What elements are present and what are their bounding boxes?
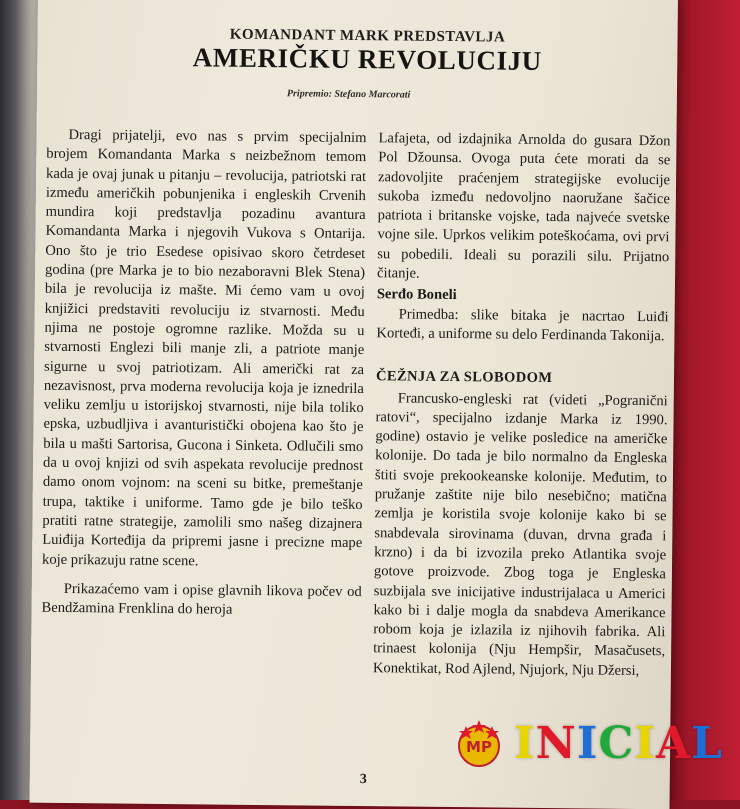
book-page [30,0,678,809]
watermark-logo [452,712,722,782]
paragraph-note: Primedba: slike bitaka je nacrtao Luiđi Korteđi, a uniforme su delo Ferdinanda Takonija. [376,306,669,345]
text-column-right [373,129,671,681]
star-badge-icon [452,716,506,770]
watermark-letter: C [598,718,635,769]
paragraph-characters: Prikazaćemo vam i opise glavnih likova počev od Bendžamina Frenklina do heroja [41,580,362,618]
article-title: AMERIČKU REVOLUCIJU [192,42,543,76]
editor-signature: Serđo Boneli [376,286,457,304]
watermark-letter: L [691,718,724,769]
page-number: 3 [359,772,367,788]
section-heading: ČEŽNJA ZA SLOBODOM [375,368,553,387]
badge-text: MP [466,738,492,756]
paragraph-intro: Dragi prijatelji, evo nas s prvim specijalnim brojem Komandanta Marka s neizbežnom temom kada je ovaj junak u pitanju – revolucija, patriotski rat između američkih pobunjenika i engleskih Crvenih mundira koji predstavlja pozadinu avantura Komandanta Marka i njegovih Vukova s Ontarija. Ono što je trio Esedese opisivao skoro četrdeset godina (pre Marka je to bio nezaboravni Blek Stena) bila je revolucija iz mašte. Mi ćemo vam u ovoj knjižici predstaviti revoluciju iz stvarnosti. Među njima ne postoje ogromne razlike. Možda su u stvarnosti Englezi bili manje zli, a patriote manje sigurne u svoj patriotizam. Ali američki rat za nezavisnost, prva moderna revolucija koja je iznedrila veliku zemlju u istorijskoj stvarnosti, nije bila toliko epska, uzbudljiva i avanturistički obojena kao što je bila u mašti Sartorisa, Gucona i Sinketa. Odlučili smo da u ovoj knjizi od svih aspekata revolucije prednost damo onom vojnom: na sceni su bitke, premeštanje trupa, taktike i uniforme. Tamo gde je bilo teško pratiti ratne strategije, zamolili smo našeg dizajnera Luiđija Korteđija da pripremi jasne i precizne mape koje prikazuju ratne scene. [41,126,367,569]
article-kicker: KOMANDANT MARK PREDSTAVLJA [229,26,506,46]
watermark-text [514,718,723,769]
watermark-letter: I [576,718,599,769]
watermark-letter: I [514,718,536,769]
paragraph-continuation: Lafajeta, od izdajnika Arnolda do gusara Džon Pol Džounsa. Ovoga puta ćete morati da se zadovoljite praćenjem strategijske evolucije sukoba između nedovoljno naoružane šačice patriota i britanske vojske, tada najveće svetske vojne sile. Uprkos velikim poteškoćama, ovi prvi su pobedili. Ideali su porazili silu. Prijatno čitanje. [376,130,671,282]
watermark-letter: I [634,718,657,769]
watermark-letter: A [656,718,692,769]
text-column-left [41,126,366,622]
watermark-letter: N [535,718,577,769]
article-byline: Pripremio: Stefano Marcorati [286,88,411,101]
paragraph-section: Francusko-engleski rat (videti „Pogranični ratovi“, specijalno izdanje Marka iz 1990. godine) ostavio je velike posledice na američke kolonije. Do tada je bilo normalno da Engleska štiti svoje prekookeanske kolonije. Međutim, to pružanje zaštite nije bilo nesebično; matična zemlja je koristila svoje kolonije kako bi se snabdevala sirovinama (duvan, drvna građa i krzno) i da bi izvozila preko Atlantika svoje gotove proizvode. Zbog toga je Engleska suzbijala sve inicijative industrijalaca u Americi kako bi i dalje mogla da snabdeva Amerikance robom koja je izlazila iz njihovih fabrika. Ali trinaest kolonija (Nju Hempšir, Masačusets, Konektikat, Rod Ajlend, Njujork, Nju Džersi, [372,390,668,679]
